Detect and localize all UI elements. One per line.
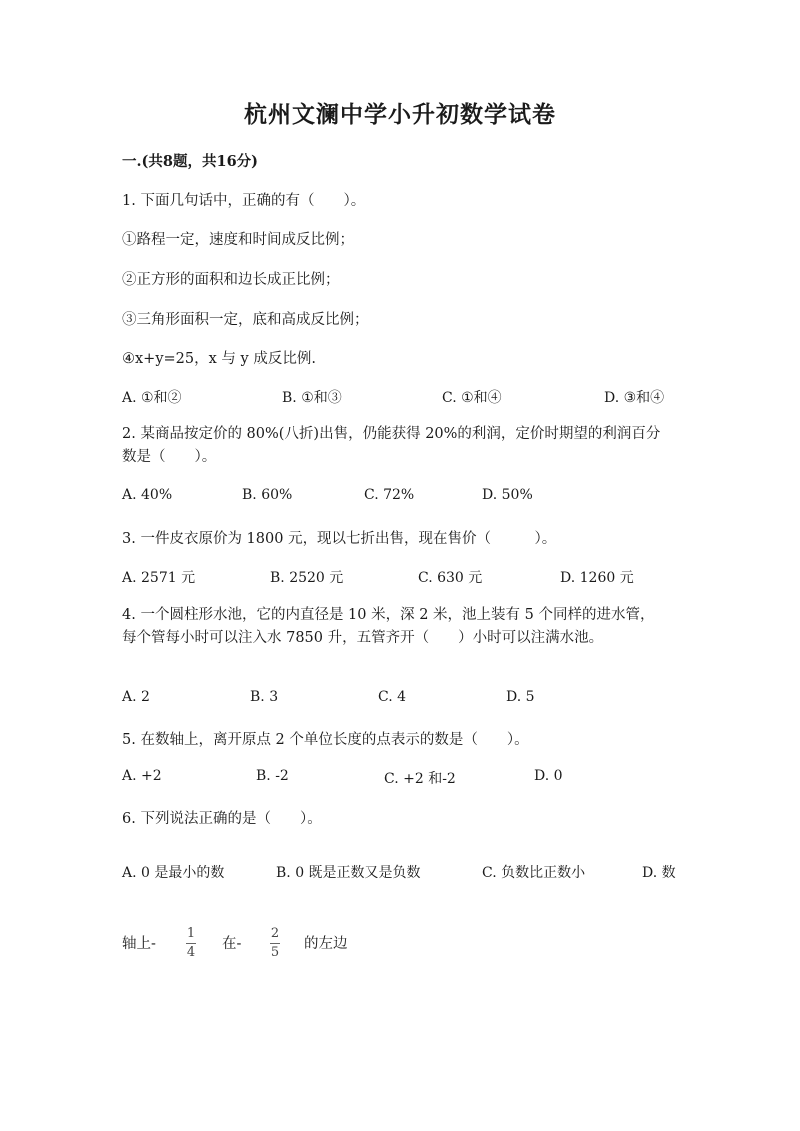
option-b[interactable]: B. -2 [256, 768, 289, 784]
fraction-two-fifths [270, 926, 280, 961]
question-1-statement-2: ②正方形的面积和边长成正比例； [122, 272, 340, 288]
section-heading: 一.(共8题，共16分) [122, 153, 259, 170]
fraction-denominator: 4 [186, 945, 196, 960]
question-6-option-d-cont-c: 的左边 [304, 936, 348, 952]
question-1-stem: 1. 下面几句话中，正确的有（ ）。 [122, 193, 366, 209]
option-a[interactable]: A. 2 [122, 689, 150, 705]
fraction-denominator: 5 [270, 945, 280, 960]
question-6-option-d-cont-b: 在- [222, 936, 242, 952]
option-d[interactable]: D. ③和④ [604, 390, 665, 406]
option-b[interactable]: B. 0 既是正数又是负数 [276, 865, 421, 881]
question-6-stem: 6. 下列说法正确的是（ ）。 [122, 811, 322, 827]
option-c[interactable]: C. 630 元 [418, 570, 483, 586]
question-4-stem: 4. 一个圆柱形水池，它的内直径是 10 米，深 2 米，池上装有 5 个同样的进水管，每个管每小时可以注入水 7850 升，五管齐开（ ）小时可以注满水池。 [122, 607, 655, 646]
option-c[interactable]: C. 72% [364, 487, 415, 503]
option-b[interactable]: B. ①和③ [282, 390, 342, 406]
option-c[interactable]: C. 4 [378, 689, 407, 705]
option-d[interactable]: D. 数 [642, 865, 676, 881]
question-3-stem: 3. 一件皮衣原价为 1800 元，现以七折出售，现在售价（ ）。 [122, 531, 557, 547]
question-5-stem: 5. 在数轴上，离开原点 2 个单位长度的点表示的数是（ ）。 [122, 732, 529, 748]
option-a[interactable]: A. 2571 元 [122, 570, 196, 586]
question-1-statement-1: ①路程一定，速度和时间成反比例； [122, 232, 354, 248]
option-a[interactable]: A. 40% [122, 487, 173, 503]
fraction-bar [186, 943, 196, 944]
option-d[interactable]: D. 50% [482, 487, 533, 503]
option-b[interactable]: B. 2520 元 [270, 570, 344, 586]
option-a[interactable]: A. 0 是最小的数 [122, 865, 225, 881]
option-d[interactable]: D. 0 [534, 768, 563, 784]
option-d[interactable]: D. 5 [506, 689, 535, 705]
option-d[interactable]: D. 1260 元 [560, 570, 634, 586]
option-c[interactable]: C. ①和④ [442, 390, 502, 406]
question-1-statement-4: ④x+y=25，x 与 y 成反比例. [122, 351, 316, 367]
question-6-option-d-cont-a: 轴上- [122, 936, 156, 952]
fraction-numerator: 1 [186, 926, 196, 941]
option-c[interactable]: C. +2 和-2 [384, 771, 456, 787]
question-1-statement-3: ③三角形面积一定，底和高成反比例； [122, 312, 369, 328]
fraction-bar [270, 943, 280, 944]
page-title: 杭州文澜中学小升初数学试卷 [244, 101, 556, 128]
question-2-stem: 2. 某商品按定价的 80%(八折)出售，仍能获得 20%的利润，定价时期望的利润百分数是（ ）。 [122, 426, 661, 465]
option-a[interactable]: A. +2 [122, 768, 162, 784]
option-b[interactable]: B. 3 [250, 689, 279, 705]
fraction-one-quarter [186, 926, 196, 961]
fraction-numerator: 2 [270, 926, 280, 941]
option-c[interactable]: C. 负数比正数小 [482, 865, 586, 881]
option-b[interactable]: B. 60% [242, 487, 293, 503]
option-a[interactable]: A. ①和② [122, 390, 182, 406]
